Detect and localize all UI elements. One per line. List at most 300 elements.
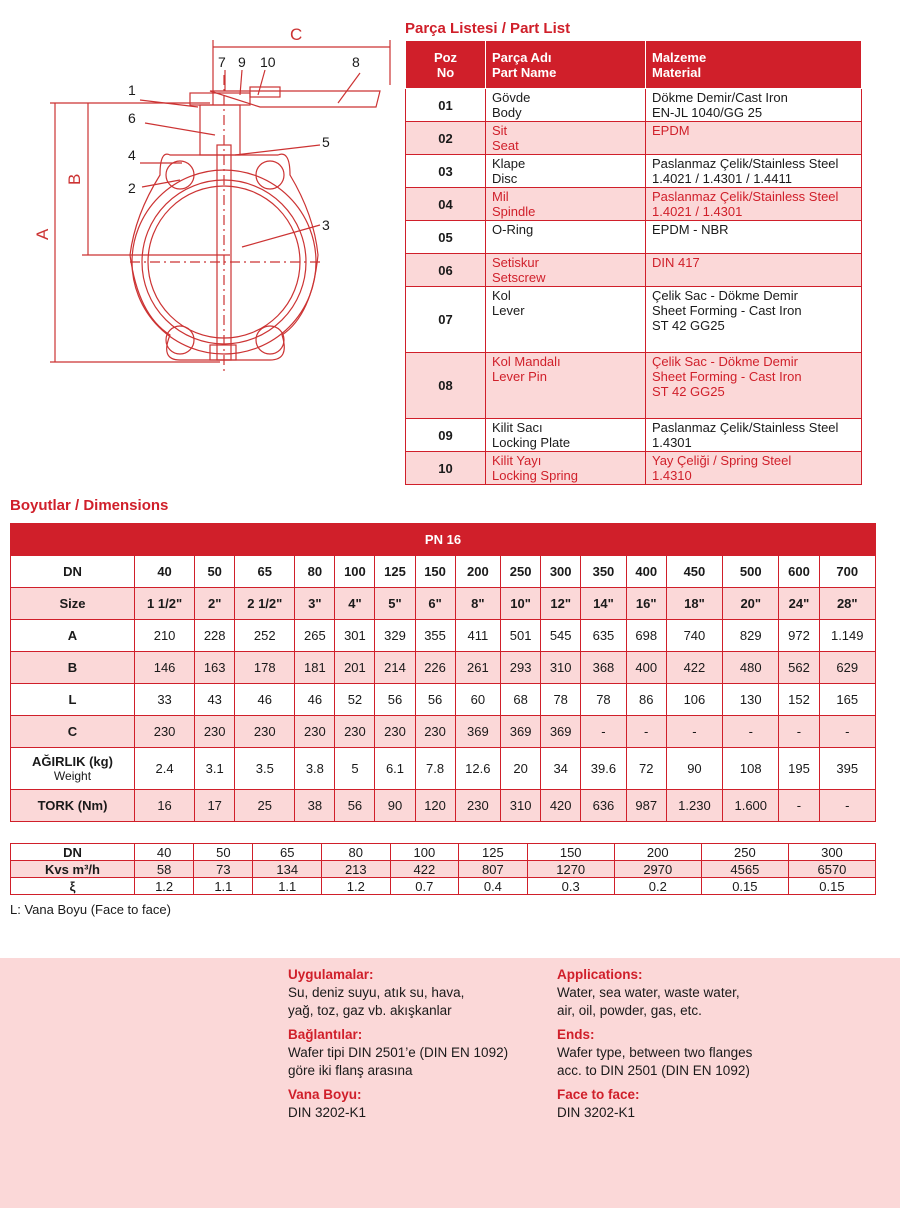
kvs-cell: 1.2 <box>135 878 194 895</box>
part-name-en: Setscrew <box>492 270 546 285</box>
dimension-cell: 165 <box>819 684 876 716</box>
part-name <box>486 155 646 188</box>
dimension-cell: 38 <box>295 790 335 822</box>
part-pos: 02 <box>406 122 486 155</box>
dimension-cell: 395 <box>819 748 876 790</box>
part-name <box>486 221 646 254</box>
part-name-tr: Mil <box>492 189 509 204</box>
kvs-cell: 150 <box>527 844 614 861</box>
part-name-tr: Kol <box>492 288 511 303</box>
kvs-cell: 1.2 <box>322 878 391 895</box>
part-material <box>646 452 862 485</box>
kvs-cell: 1.1 <box>194 878 253 895</box>
kvs-cell: 200 <box>614 844 701 861</box>
dimension-cell: 2.4 <box>135 748 195 790</box>
part-material-line: Sheet Forming - Cast Iron <box>652 303 802 318</box>
dimension-cell: 1.230 <box>666 790 722 822</box>
callout-1: 1 <box>128 82 136 98</box>
dimension-cell: 120 <box>415 790 455 822</box>
kvs-cell: 65 <box>253 844 322 861</box>
dimension-cell: 78 <box>541 684 581 716</box>
part-name-en: Locking Spring <box>492 468 578 483</box>
kvs-cell: 807 <box>459 861 528 878</box>
dimension-cell: 700 <box>819 556 876 588</box>
dimension-label-text: B <box>67 660 78 675</box>
dimension-row <box>11 716 876 748</box>
dimension-cell: 100 <box>335 556 375 588</box>
part-material-line: 1.4021 / 1.4301 / 1.4411 <box>652 171 792 186</box>
kvs-cell: 125 <box>459 844 528 861</box>
dimension-cell: 50 <box>195 556 235 588</box>
dimension-cell: 562 <box>779 652 819 684</box>
header-pos: Poz No <box>406 41 486 89</box>
dimension-cell: 130 <box>723 684 779 716</box>
dimension-cell: 60 <box>455 684 500 716</box>
dimension-cell: 214 <box>375 652 415 684</box>
dimension-cell: 369 <box>541 716 581 748</box>
dimension-cell: 39.6 <box>581 748 626 790</box>
part-material <box>646 353 862 419</box>
dimension-cell: 972 <box>779 620 819 652</box>
dimension-label-text: TORK (Nm) <box>37 798 108 813</box>
dimension-cell: 3.1 <box>195 748 235 790</box>
part-name-tr: Gövde <box>492 90 531 105</box>
kvs-row <box>11 844 876 861</box>
part-pos: 07 <box>406 287 486 353</box>
dimension-cell: 56 <box>335 790 375 822</box>
part-material-line: Sheet Forming - Cast Iron <box>652 369 802 384</box>
dimension-cell: 181 <box>295 652 335 684</box>
dimension-cell: 7.8 <box>415 748 455 790</box>
part-material <box>646 254 862 287</box>
kvs-cell: 134 <box>253 861 322 878</box>
dimension-label <box>11 652 135 684</box>
dimension-cell: 125 <box>375 556 415 588</box>
part-name-tr: Sit <box>492 123 508 138</box>
pn-header: PN 16 <box>11 524 876 556</box>
applications-text-en-2: air, oil, powder, gas, etc. <box>557 1003 702 1018</box>
callout-6: 6 <box>128 110 136 126</box>
dimension-cell: 200 <box>455 556 500 588</box>
dimension-cell: 230 <box>375 716 415 748</box>
header-name: Parça Adı Part Name <box>486 41 646 89</box>
dimension-cell: 350 <box>581 556 626 588</box>
dimension-cell: 25 <box>235 790 295 822</box>
part-name <box>486 122 646 155</box>
kvs-cell: 80 <box>322 844 391 861</box>
ends-text-tr-2: göre iki flanş arasına <box>288 1063 413 1078</box>
dimension-label-text: AĞIRLIK (kg) <box>32 754 113 769</box>
applications-heading-tr: Uygulamalar: <box>288 967 374 982</box>
ends-text-en-2: acc. to DIN 2501 (DIN EN 1092) <box>557 1063 750 1078</box>
dimension-row <box>11 620 876 652</box>
part-pos: 08 <box>406 353 486 419</box>
dimension-label <box>11 588 135 620</box>
callout-3: 3 <box>322 217 330 233</box>
part-material-line: EPDM <box>652 123 690 138</box>
callout-9: 9 <box>238 54 246 70</box>
dimension-cell: 230 <box>335 716 375 748</box>
dim-label-c: C <box>290 25 303 44</box>
dimension-cell: 230 <box>455 790 500 822</box>
part-name-en: Lever <box>492 303 525 318</box>
dimension-row <box>11 652 876 684</box>
kvs-cell: 1270 <box>527 861 614 878</box>
dimension-cell: 636 <box>581 790 626 822</box>
dimensions-table <box>10 523 876 822</box>
part-name-tr: Kilit Sacı <box>492 420 543 435</box>
dimension-cell: 80 <box>295 556 335 588</box>
dimension-cell: 422 <box>666 652 722 684</box>
kvs-cell: 0.4 <box>459 878 528 895</box>
part-material <box>646 188 862 221</box>
dimension-cell: - <box>723 716 779 748</box>
dimension-cell: 265 <box>295 620 335 652</box>
dimension-cell: 310 <box>541 652 581 684</box>
applications-heading-en: Applications: <box>557 967 643 982</box>
dimension-cell: 987 <box>626 790 666 822</box>
part-material <box>646 122 862 155</box>
dimension-cell: 829 <box>723 620 779 652</box>
part-name-tr: Klape <box>492 156 526 171</box>
dimension-cell: 629 <box>819 652 876 684</box>
part-row <box>406 188 862 221</box>
dimension-cell: 1 1/2" <box>135 588 195 620</box>
dimension-cell: 6.1 <box>375 748 415 790</box>
dimension-cell: 300 <box>541 556 581 588</box>
face-heading-tr: Vana Boyu: <box>288 1087 362 1102</box>
dimension-cell: 252 <box>235 620 295 652</box>
kvs-cell: 40 <box>135 844 194 861</box>
dimension-cell: 163 <box>195 652 235 684</box>
kvs-row <box>11 878 876 895</box>
face-text-tr: DIN 3202-K1 <box>288 1105 367 1120</box>
part-name-en: Seat <box>492 138 519 153</box>
dimension-cell: 3.5 <box>235 748 295 790</box>
part-material-line: Paslanmaz Çelik/Stainless Steel <box>652 156 839 171</box>
part-material-line: Dökme Demir/Cast Iron <box>652 90 788 105</box>
kvs-cell: 0.7 <box>390 878 459 895</box>
dimension-cell: 20 <box>501 748 541 790</box>
dimension-cell: 12" <box>541 588 581 620</box>
part-name-tr: O-Ring <box>492 222 534 237</box>
part-name-en: Disc <box>492 171 518 186</box>
dimension-cell: 2" <box>195 588 235 620</box>
part-name-tr: Kol Mandalı <box>492 354 561 369</box>
dimension-row <box>11 556 876 588</box>
part-material-line: DIN 417 <box>652 255 700 270</box>
dimension-cell: 450 <box>666 556 722 588</box>
dimension-cell: 400 <box>626 652 666 684</box>
kvs-row <box>11 861 876 878</box>
valve-technical-drawing <box>20 15 400 375</box>
dimension-cell: 210 <box>135 620 195 652</box>
dimension-cell: 3.8 <box>295 748 335 790</box>
applications-text-tr-2: yağ, toz, gaz vb. akışkanlar <box>288 1003 452 1018</box>
dimension-cell: 740 <box>666 620 722 652</box>
dimension-cell: - <box>779 790 819 822</box>
dimension-cell: 43 <box>195 684 235 716</box>
dimension-cell: 40 <box>135 556 195 588</box>
part-name <box>486 287 646 353</box>
dimension-cell: - <box>666 716 722 748</box>
dimension-cell: 24" <box>779 588 819 620</box>
dimension-cell: 56 <box>415 684 455 716</box>
kvs-cell: 6570 <box>788 861 875 878</box>
dimension-cell: 14" <box>581 588 626 620</box>
part-material-line: Yay Çeliği / Spring Steel <box>652 453 792 468</box>
callout-4: 4 <box>128 147 136 163</box>
dimension-label-text: C <box>67 724 78 739</box>
dimension-cell: 90 <box>666 748 722 790</box>
dimension-cell: 17 <box>195 790 235 822</box>
part-list-title: Parça Listesi / Part List <box>405 20 571 37</box>
dimension-cell: - <box>581 716 626 748</box>
kvs-label: DN <box>11 844 135 861</box>
dimension-cell: 20" <box>723 588 779 620</box>
dimension-cell: 46 <box>235 684 295 716</box>
ends-heading-en: Ends: <box>557 1027 595 1042</box>
dimension-row <box>11 588 876 620</box>
callout-2: 2 <box>128 180 136 196</box>
part-pos: 10 <box>406 452 486 485</box>
part-pos: 04 <box>406 188 486 221</box>
part-name <box>486 353 646 419</box>
dimension-cell: 4" <box>335 588 375 620</box>
dimension-cell: 86 <box>626 684 666 716</box>
part-pos: 01 <box>406 89 486 122</box>
part-material-line: EN-JL 1040/GG 25 <box>652 105 763 120</box>
dimension-cell: 698 <box>626 620 666 652</box>
part-name <box>486 188 646 221</box>
kvs-cell: 73 <box>194 861 253 878</box>
dimension-cell: 2 1/2" <box>235 588 295 620</box>
dimension-label-sub: Weight <box>53 769 92 783</box>
part-name-en: Lever Pin <box>492 369 547 384</box>
dimension-cell: 6" <box>415 588 455 620</box>
dimension-cell: 228 <box>195 620 235 652</box>
dimension-cell: 108 <box>723 748 779 790</box>
part-material-line: Çelik Sac - Dökme Demir <box>652 288 798 303</box>
applications-text-en-1: Water, sea water, waste water, <box>557 985 740 1000</box>
ends-text-tr-1: Wafer tipi DIN 2501’e (DIN EN 1092) <box>288 1045 509 1060</box>
dimension-cell: 545 <box>541 620 581 652</box>
part-pos: 03 <box>406 155 486 188</box>
callout-7: 7 <box>218 54 226 70</box>
part-material-line: Paslanmaz Çelik/Stainless Steel <box>652 189 839 204</box>
kvs-cell: 100 <box>390 844 459 861</box>
footer-info <box>0 958 900 1208</box>
part-pos: 05 <box>406 221 486 254</box>
dimension-cell: 5" <box>375 588 415 620</box>
dimension-cell: 68 <box>501 684 541 716</box>
dimension-cell: 226 <box>415 652 455 684</box>
part-material-line: 1.4021 / 1.4301 <box>652 204 743 219</box>
dimension-cell: 230 <box>295 716 335 748</box>
dim-label-b: B <box>65 173 84 185</box>
dimension-cell: 178 <box>235 652 295 684</box>
face-text-en: DIN 3202-K1 <box>557 1105 636 1120</box>
part-material <box>646 89 862 122</box>
part-row <box>406 287 862 353</box>
part-material-line: Paslanmaz Çelik/Stainless Steel <box>652 420 839 435</box>
dimension-cell: 293 <box>501 652 541 684</box>
part-name <box>486 254 646 287</box>
dimension-cell: - <box>819 790 876 822</box>
dimension-cell: 500 <box>723 556 779 588</box>
dimension-label <box>11 556 135 588</box>
ends-heading-tr: Bağlantılar: <box>288 1027 363 1042</box>
dimension-label <box>11 748 135 790</box>
part-row <box>406 353 862 419</box>
header-material: Malzeme Material <box>646 41 862 89</box>
kvs-table <box>10 843 876 895</box>
part-list-table <box>405 40 862 485</box>
dimension-cell: 52 <box>335 684 375 716</box>
dimension-cell: 261 <box>455 652 500 684</box>
dimension-cell: 16" <box>626 588 666 620</box>
dimension-cell: 310 <box>501 790 541 822</box>
part-name-tr: Kilit Yayı <box>492 453 542 468</box>
dimension-cell: 5 <box>335 748 375 790</box>
kvs-cell: 4565 <box>701 861 788 878</box>
callout-8: 8 <box>352 54 360 70</box>
footer-col-en <box>557 966 752 1122</box>
dimension-cell: 18" <box>666 588 722 620</box>
kvs-cell: 0.3 <box>527 878 614 895</box>
dimension-cell: 106 <box>666 684 722 716</box>
part-material-line: 1.4301 <box>652 435 692 450</box>
dimension-cell: 400 <box>626 556 666 588</box>
dimension-cell: 369 <box>455 716 500 748</box>
dimension-cell: - <box>819 716 876 748</box>
part-pos: 09 <box>406 419 486 452</box>
dimension-cell: 72 <box>626 748 666 790</box>
ends-text-en-1: Wafer type, between two flanges <box>557 1045 753 1060</box>
kvs-cell: 0.15 <box>788 878 875 895</box>
dimension-cell: 28" <box>819 588 876 620</box>
dimension-cell: 33 <box>135 684 195 716</box>
dimension-cell: 90 <box>375 790 415 822</box>
kvs-label: ξ <box>11 878 135 895</box>
dimension-cell: 16 <box>135 790 195 822</box>
face-to-face-note: L: Vana Boyu (Face to face) <box>10 902 171 917</box>
dimension-cell: 146 <box>135 652 195 684</box>
dimension-label-text: Size <box>59 596 86 611</box>
kvs-cell: 50 <box>194 844 253 861</box>
part-material <box>646 221 862 254</box>
dimension-cell: 635 <box>581 620 626 652</box>
dimension-cell: 201 <box>335 652 375 684</box>
dimension-cell: 230 <box>135 716 195 748</box>
kvs-cell: 0.2 <box>614 878 701 895</box>
part-material <box>646 287 862 353</box>
part-row <box>406 122 862 155</box>
dimension-cell: - <box>626 716 666 748</box>
dimension-label-text: DN <box>63 564 82 579</box>
dimension-cell: 329 <box>375 620 415 652</box>
dimension-cell: 3" <box>295 588 335 620</box>
part-row <box>406 155 862 188</box>
kvs-label: Kvs m³/h <box>11 861 135 878</box>
part-material <box>646 155 862 188</box>
kvs-cell: 1.1 <box>253 878 322 895</box>
dimension-cell: 480 <box>723 652 779 684</box>
part-material-line: 1.4310 <box>652 468 692 483</box>
dim-label-a: A <box>33 228 52 240</box>
dimensions-title: Boyutlar / Dimensions <box>10 497 169 514</box>
dimension-row <box>11 684 876 716</box>
part-row <box>406 89 862 122</box>
dimension-label <box>11 620 135 652</box>
part-name <box>486 419 646 452</box>
part-material-line: Çelik Sac - Dökme Demir <box>652 354 798 369</box>
kvs-cell: 250 <box>701 844 788 861</box>
dimension-cell: 78 <box>581 684 626 716</box>
dimension-cell: 34 <box>541 748 581 790</box>
part-row <box>406 419 862 452</box>
dimension-cell: 250 <box>501 556 541 588</box>
part-name-en: Spindle <box>492 204 536 219</box>
callout-10: 10 <box>260 54 276 70</box>
kvs-cell: 422 <box>390 861 459 878</box>
kvs-cell: 213 <box>322 861 391 878</box>
dimension-cell: 501 <box>501 620 541 652</box>
dimension-label <box>11 790 135 822</box>
dimension-cell: 355 <box>415 620 455 652</box>
part-name-en: Locking Plate <box>492 435 571 450</box>
dimension-label-text: L <box>68 692 77 707</box>
dimension-cell: 301 <box>335 620 375 652</box>
dimension-cell: 369 <box>501 716 541 748</box>
dimension-cell: 230 <box>235 716 295 748</box>
part-name-tr: Setiskur <box>492 255 539 270</box>
dimension-cell: - <box>779 716 819 748</box>
dimension-row <box>11 748 876 790</box>
part-name <box>486 452 646 485</box>
dimension-cell: 46 <box>295 684 335 716</box>
dimension-row <box>11 790 876 822</box>
face-heading-en: Face to face: <box>557 1087 640 1102</box>
dimension-label-text: A <box>67 628 78 643</box>
part-row <box>406 452 862 485</box>
dimension-cell: 420 <box>541 790 581 822</box>
dimension-cell: 600 <box>779 556 819 588</box>
dimension-cell: 411 <box>455 620 500 652</box>
dimension-cell: 1.149 <box>819 620 876 652</box>
dimension-label <box>11 716 135 748</box>
dimension-cell: 368 <box>581 652 626 684</box>
dimension-cell: 12.6 <box>455 748 500 790</box>
kvs-cell: 2970 <box>614 861 701 878</box>
dimension-cell: 230 <box>195 716 235 748</box>
part-name-en: Body <box>492 105 522 120</box>
dimension-cell: 10" <box>501 588 541 620</box>
part-material-line: ST 42 GG25 <box>652 318 725 333</box>
dimension-cell: 152 <box>779 684 819 716</box>
dimension-cell: 230 <box>415 716 455 748</box>
part-material <box>646 419 862 452</box>
kvs-cell: 300 <box>788 844 875 861</box>
part-row <box>406 254 862 287</box>
dimension-label <box>11 684 135 716</box>
applications-text-tr-1: Su, deniz suyu, atık su, hava, <box>288 985 465 1000</box>
kvs-cell: 0.15 <box>701 878 788 895</box>
footer-col-tr <box>288 966 508 1122</box>
part-material-line: EPDM - NBR <box>652 222 729 237</box>
dimension-cell: 56 <box>375 684 415 716</box>
kvs-cell: 58 <box>135 861 194 878</box>
